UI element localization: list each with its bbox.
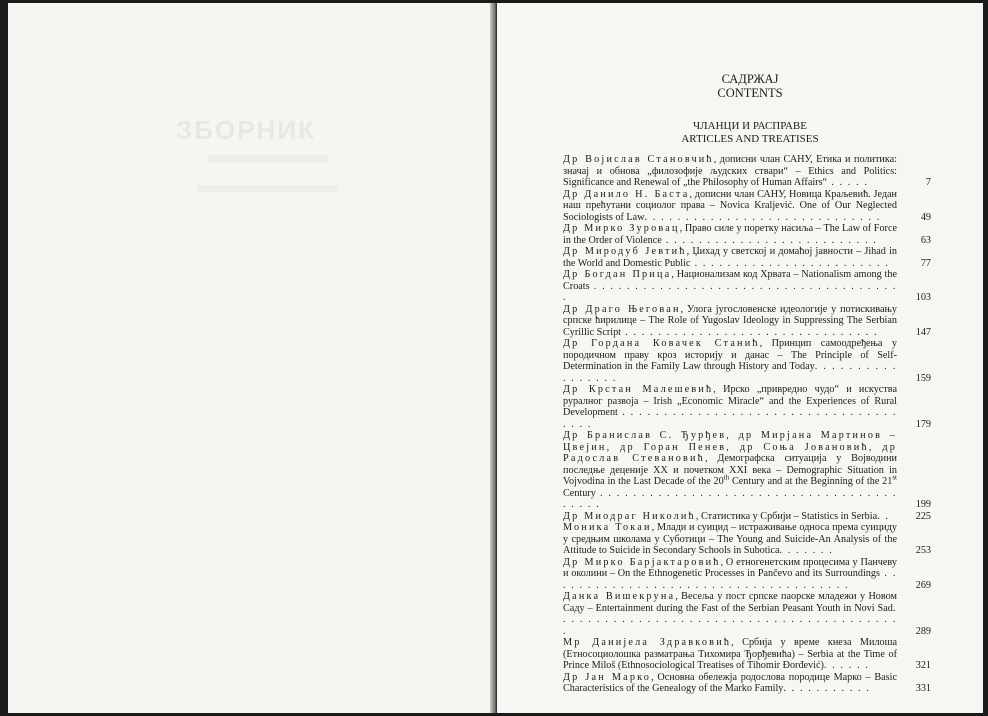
toc-title: , Национализам код Хрвата – Nationalism among the Croats	[563, 269, 897, 292]
toc-title: , Млади и суицид – истраживање односа према суициду у средњим школама у Суботици – The Young and Suicide-An Analysis of the Attitude to Suicide in Secondary Schools in Subotica	[563, 522, 898, 556]
toc-entry	[563, 557, 931, 592]
toc-entry	[563, 269, 931, 304]
toc-entry	[563, 522, 931, 557]
left-page	[8, 3, 494, 713]
toc-page-number: 159	[915, 372, 931, 384]
toc-entry	[563, 637, 931, 672]
toc-page-number: 77	[920, 257, 931, 269]
toc-author: Др Данило Н. Баста	[563, 188, 690, 200]
toc-entry-text	[563, 189, 897, 224]
toc-page-number: 63	[920, 234, 931, 246]
toc-page-number: 269	[915, 579, 931, 591]
section-title-sr: ЧЛАНЦИ И РАСПРАВЕ	[693, 120, 807, 132]
toc-author: Др Војислав Становчић	[563, 154, 714, 165]
toc-author: Др Бранислав С. Ђурђев, др Мирјана Мартинов – Цвејин, др Горан Пенев, др Соња Јовановић, др Радослав Стевановић	[563, 430, 897, 464]
toc-leader-dots: . . . . . . . . . . . . . . . . . . . . . . . . . . . . . . . . . . . . . . . . . .	[563, 602, 897, 637]
toc-page-number: 147	[915, 326, 931, 338]
toc-title: , Принцип самоодређења у породичном праву кроз историју и данас – The Principle of Self-Determination in the Family Law through History and Today	[563, 338, 897, 372]
toc-author: Др Крстан Малешевић	[563, 384, 714, 395]
toc-page-number: 7	[925, 177, 931, 188]
toc-entry-text	[563, 338, 897, 384]
toc-leader-dots: . . . . . . . . . . . . . . . . . . . . . . . . . .	[661, 234, 878, 246]
toc-entry-text	[563, 511, 897, 523]
toc-entry	[563, 511, 931, 523]
toc-page-number: 179	[915, 418, 931, 430]
toc-leader-dots: . . . . . . .	[779, 545, 834, 556]
toc-title: , Србија у време кнеза Милоша (Етносоциолошка разматрања Тихомира Ђорђевића) – Serbia at the Time of Prince Miloš (Ethnosociological Treatises of Tihomir Đorđević)	[563, 637, 897, 671]
toc-title: , Демографска ситуација у Војводини последње деценије XX и почетком XXI века – Demographic Situation in Vojvodina in the Last Decade of the 20th Century and at the Beginning of the 21st Century	[563, 453, 897, 499]
toc-title: , Статистика у Србији – Statistics in Serbia	[695, 510, 878, 522]
toc-leader-dots: . . . . . .	[823, 660, 870, 671]
toc-title: , Џихад у светској и домаћој јавности – Jihad in the World and Domestic Public	[563, 246, 897, 269]
toc-entry-text	[563, 304, 897, 339]
toc-title: , Право силе у поретку насиља – The Law of Force in the Order of Violence	[563, 223, 897, 246]
toc-entry-text	[563, 384, 897, 430]
toc-entry	[563, 246, 931, 269]
toc-title: , Основна обележја родослова породице Марко – Basic Characteristics of the Genealogy of the Marko Family	[563, 671, 897, 694]
toc-page-number: 49	[920, 211, 931, 223]
toc-author: Др Миродуб Јевтић	[563, 246, 687, 257]
toc-leader-dots: . . . . . . . . . . .	[783, 683, 871, 694]
toc-title: , дописни члан САНУ, Етика и политика: значај и обнова „филозофије људских ствари“ – Ethics and Politics: Significance and Renewal of „the Philosophy of Human Affairs“	[563, 154, 898, 188]
toc-author: Др Мирко Барјактаровић	[563, 556, 721, 568]
toc-title: , О етногенетским процесима у Панчеву и околини – On the Ethnogenetic Processes in Pančevo and its Surroundings	[563, 556, 897, 579]
toc-author: Мр Данијела Здравковић	[563, 637, 732, 648]
toc-leader-dots: . . . . . . . . . . . . . . . . . . . . . . . . . . . . . . . . . . . . . . . . .	[563, 487, 897, 510]
toc-leader-dots: . . . . . . . . . . . . . . . . .	[563, 361, 897, 384]
toc-title: , Улога југословенске идеологије у потискивању српске ћирилице – The Role of Yugoslav Ideology in Suppressing The Serbian Cyrillic Script	[563, 303, 897, 338]
toc-page-number: 289	[915, 625, 931, 637]
toc-leader-dots: . . . . .	[827, 177, 869, 188]
toc-entry-text	[563, 269, 897, 304]
toc-entry-text	[563, 672, 897, 695]
toc-title: , Ирско „привредно чудо“ и искуства руралног развоја – Irish „Economic Miracle“ and the Experiences of Rural Development	[563, 384, 897, 418]
toc-page-number: 103	[915, 292, 931, 303]
toc-entry-text	[563, 591, 897, 637]
toc-page-number: 321	[915, 660, 931, 671]
toc-entry-text	[563, 522, 897, 557]
toc-title: , Весеља у пост српске паорске младежи у Новом Саду – Entertainment during the Fast of the Serbian Peasant Youth in Novi Sad	[563, 591, 897, 614]
toc-entry	[563, 384, 931, 430]
toc-author: Моника Токаи	[563, 522, 652, 533]
toc-page-number: 253	[915, 545, 931, 556]
toc-page-number: 225	[915, 510, 931, 522]
toc-leader-dots: . . . . . . . . . . . . . . . . . . . . . . . . . . . . . . . . . . . . .	[563, 568, 897, 591]
toc-entry-text	[563, 430, 897, 511]
table-of-contents	[563, 154, 931, 695]
section-title-en: ARTICLES AND TREATISES	[681, 132, 819, 145]
toc-page-number: 199	[915, 499, 931, 510]
toc-author: Др Јан Марко	[563, 671, 652, 683]
toc-author: Др Мирко Зуровац	[563, 223, 680, 234]
toc-leader-dots: . . . . . . . . . . . . . . . . . . . . . . . .	[690, 257, 890, 269]
toc-leader-dots: . .	[877, 510, 890, 522]
toc-entry	[563, 591, 931, 637]
toc-entry	[563, 154, 931, 189]
toc-entry	[563, 223, 931, 246]
toc-entry-text	[563, 246, 897, 269]
toc-leader-dots: . . . . . . . . . . . . . . . . . . . . . . . . . . . . .	[644, 211, 881, 223]
toc-entry	[563, 189, 931, 224]
show-through-title: ЗБОРНИК	[176, 115, 316, 145]
section-heading	[560, 120, 940, 145]
toc-page-number: 331	[915, 683, 931, 694]
toc-author: Др Богдан Прица	[563, 269, 672, 280]
toc-entry-text	[563, 637, 897, 672]
show-through-line	[198, 185, 338, 192]
toc-entry-text	[563, 557, 897, 592]
contents-title-sr: САДРЖАЈ	[721, 72, 779, 86]
toc-author: Др Миодраг Николић	[563, 510, 696, 522]
toc-entry-text	[563, 154, 897, 189]
toc-leader-dots: . . . . . . . . . . . . . . . . . . . . . . . . . . . . . . .	[621, 326, 879, 338]
toc-entry	[563, 430, 931, 511]
toc-leader-dots: . . . . . . . . . . . . . . . . . . . . . . . . . . . . . . . . . . . . . .	[563, 280, 897, 303]
toc-author: Др Драго Његован	[563, 303, 681, 315]
toc-title: , дописни члан САНУ, Новица Краљевић. Један наш прећутани социолог права – Novica Kraljević. One of Our Neglected Sociologists of Law	[563, 188, 897, 223]
toc-entry	[563, 304, 931, 339]
toc-author: Данка Вишекруна	[563, 591, 676, 602]
contents-title-en: CONTENTS	[717, 86, 783, 100]
contents-heading	[560, 72, 940, 100]
toc-leader-dots: . . . . . . . . . . . . . . . . . . . . . . . . . . . . . . . . . . . . .	[563, 407, 897, 430]
toc-author: Др Гордана Ковачек Станић	[563, 338, 760, 349]
toc-entry	[563, 338, 931, 384]
toc-entry	[563, 672, 931, 695]
show-through-line	[208, 155, 328, 163]
toc-entry-text	[563, 223, 897, 246]
